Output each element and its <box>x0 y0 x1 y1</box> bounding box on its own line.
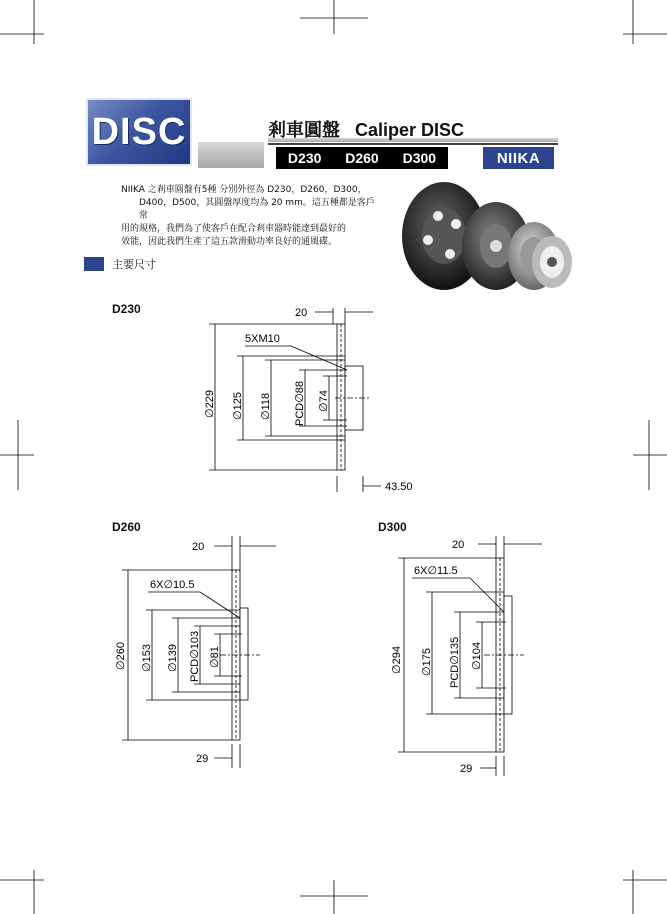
d260-label: D260 <box>112 520 141 534</box>
d230-label: D230 <box>112 302 141 316</box>
d230-dim-outer: ∅229 <box>204 390 216 418</box>
d260-bolt-spec: 6X∅10.5 <box>150 579 195 591</box>
d260-dim-1: ∅153 <box>141 644 153 672</box>
d300-offset: 29 <box>460 763 473 775</box>
section-marker-icon <box>84 257 104 271</box>
intro-line: 用的規格，我們為了使客戶在配合剎車器時能達到最好的 <box>121 224 347 234</box>
d300-label: D300 <box>378 520 407 534</box>
d230-dim-inner: ∅74 <box>318 390 330 412</box>
intro-line: 效能，因此我們生產了這五款滑動功率良好的通風碟。 <box>121 237 338 247</box>
model-d230: D230 <box>287 150 322 166</box>
header-dark-line <box>268 143 558 145</box>
brand-badge: NIIKA <box>483 147 554 169</box>
d300-dim-1: ∅175 <box>421 648 433 676</box>
model-d300: D300 <box>402 150 437 166</box>
intro-paragraph <box>121 184 383 249</box>
model-bar <box>276 147 448 169</box>
d300-thickness: 20 <box>452 539 465 551</box>
section-heading <box>84 256 156 272</box>
intro-line: D400，D500，其圓盤厚度均為 20 mm。這五種都是客戶常 <box>139 198 375 221</box>
d300-bolt-spec: 6X∅11.5 <box>414 565 458 577</box>
d300-dim-pcd: PCD∅135 <box>449 636 461 688</box>
d260-thickness: 20 <box>192 541 205 553</box>
d260-dim-inner: ∅81 <box>209 646 221 668</box>
section-title: 主要尺寸 <box>112 259 156 271</box>
intro-line: NIIKA 之剎車圓盤有5種 分別外徑為 D230，D260，D300， <box>121 185 367 195</box>
d260-dim-2: ∅139 <box>167 644 179 672</box>
d300-dim-outer: ∅294 <box>391 646 403 674</box>
header-grey-bar <box>198 142 264 168</box>
d300-dim-inner: ∅104 <box>471 642 483 670</box>
d260-dim-outer: ∅260 <box>115 642 127 670</box>
d230-dim-pcd: PCD∅88 <box>294 380 306 426</box>
d230-offset: 43.50 <box>385 481 413 493</box>
d260-dim-pcd: PCD∅103 <box>189 630 201 682</box>
disc-product-photo <box>398 178 578 298</box>
d230-drawing <box>195 300 435 500</box>
d260-drawing <box>110 530 300 775</box>
disc-badge: DISC <box>91 110 187 153</box>
d230-thickness: 20 <box>295 307 308 319</box>
d230-dim-1: ∅125 <box>232 392 244 420</box>
d230-bolt-spec: 5XM10 <box>245 333 280 345</box>
title-english: Caliper DISC <box>355 120 465 140</box>
d260-offset: 29 <box>196 753 209 765</box>
model-d260: D260 <box>345 150 379 166</box>
title-chinese: 剎車圓盤 <box>268 120 340 140</box>
page-title <box>268 116 464 142</box>
d230-dim-2: ∅118 <box>260 392 272 420</box>
d300-drawing <box>384 530 554 780</box>
